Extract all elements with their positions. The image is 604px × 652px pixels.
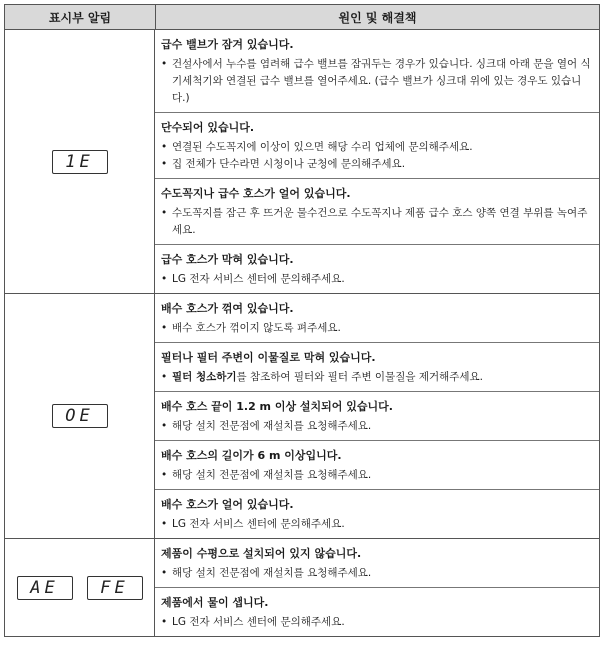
cause-title: 필터나 필터 주변이 이물질로 막혀 있습니다. bbox=[161, 351, 376, 364]
filter-cleaning-reference: 필터 청소하기 bbox=[172, 371, 237, 383]
solution-text: • 해당 설치 전문점에 재설치를 요청해주세요. bbox=[161, 418, 591, 435]
code-cell bbox=[5, 294, 155, 538]
solution-text: • LG 전자 서비스 센터에 문의해주세요. bbox=[161, 271, 591, 288]
cause-item bbox=[155, 490, 599, 538]
cause-item bbox=[155, 113, 599, 179]
cause-title: 수도꼭지나 급수 호스가 얼어 있습니다. bbox=[161, 187, 351, 200]
cause-title: 급수 밸브가 잠겨 있습니다. bbox=[161, 38, 294, 51]
cause-item bbox=[155, 30, 599, 113]
error-code-display: OE bbox=[52, 404, 108, 428]
solution-text: • 건설사에서 누수를 염려해 급수 밸브를 잠궈두는 경우가 있습니다. 싱크대 아래 문을 열어 식기세척기와 연결된 급수 밸브를 열어주세요. (급수 밸브가 싱크대 위에 있는 경우도 있습니다.) bbox=[161, 56, 591, 107]
cause-item bbox=[155, 392, 599, 441]
header-cause-solution: 원인 및 해결책 bbox=[338, 10, 417, 25]
cause-item bbox=[155, 588, 599, 636]
cause-item bbox=[155, 343, 599, 392]
solution-text: • LG 전자 서비스 센터에 문의해주세요. bbox=[161, 516, 591, 533]
cause-item bbox=[155, 179, 599, 245]
cause-title: 급수 호스가 막혀 있습니다. bbox=[161, 253, 294, 266]
solution-text-rest: 를 참조하여 필터와 필터 주변 이물질을 제거해주세요. bbox=[236, 371, 484, 383]
error-table bbox=[4, 4, 600, 637]
cause-item bbox=[155, 294, 599, 343]
solution-text: • 집 전체가 단수라면 시청이나 군청에 문의해주세요. bbox=[161, 156, 591, 173]
table-header bbox=[4, 4, 600, 30]
solution-text: • LG 전자 서비스 센터에 문의해주세요. bbox=[161, 614, 591, 631]
solution-text bbox=[161, 369, 591, 386]
solution-text: • 해당 설치 전문점에 재설치를 요청해주세요. bbox=[161, 467, 591, 484]
code-cell bbox=[5, 539, 155, 636]
cause-item bbox=[155, 441, 599, 490]
cause-title: 배수 호스가 얼어 있습니다. bbox=[161, 498, 294, 511]
error-group-ae-fe bbox=[4, 539, 600, 637]
cause-title: 제품에서 물이 샙니다. bbox=[161, 596, 269, 609]
cause-title: 제품이 수평으로 설치되어 있지 않습니다. bbox=[161, 547, 362, 560]
causes-list bbox=[155, 30, 599, 293]
cause-title: 배수 호스가 꺾여 있습니다. bbox=[161, 302, 294, 315]
cause-item bbox=[155, 245, 599, 293]
error-code-display: 1E bbox=[52, 150, 108, 174]
cause-title: 단수되어 있습니다. bbox=[161, 121, 255, 134]
causes-list bbox=[155, 539, 599, 636]
header-display-alert: 표시부 알림 bbox=[5, 5, 156, 29]
cause-item bbox=[155, 539, 599, 588]
error-code-display: FE bbox=[87, 576, 143, 600]
solution-text: • 연결된 수도꼭지에 이상이 있으면 해당 수리 업체에 문의해주세요. bbox=[161, 139, 591, 156]
cause-title: 배수 호스의 길이가 6 m 이상입니다. bbox=[161, 449, 342, 462]
solution-text: • 수도꼭지를 잠근 후 뜨거운 물수건으로 수도꼭지나 제품 급수 호스 양쪽 연결 부위를 녹여주세요. bbox=[161, 205, 591, 239]
solution-text: • 배수 호스가 꺾이지 않도록 펴주세요. bbox=[161, 320, 591, 337]
cause-title: 배수 호스 끝이 1.2 m 이상 설치되어 있습니다. bbox=[161, 400, 393, 413]
solution-text: • 해당 설치 전문점에 재설치를 요청해주세요. bbox=[161, 565, 591, 582]
error-group-1e bbox=[4, 30, 600, 294]
code-cell bbox=[5, 30, 155, 293]
error-code-display: AE bbox=[17, 576, 73, 600]
error-group-oe bbox=[4, 294, 600, 539]
causes-list bbox=[155, 294, 599, 538]
